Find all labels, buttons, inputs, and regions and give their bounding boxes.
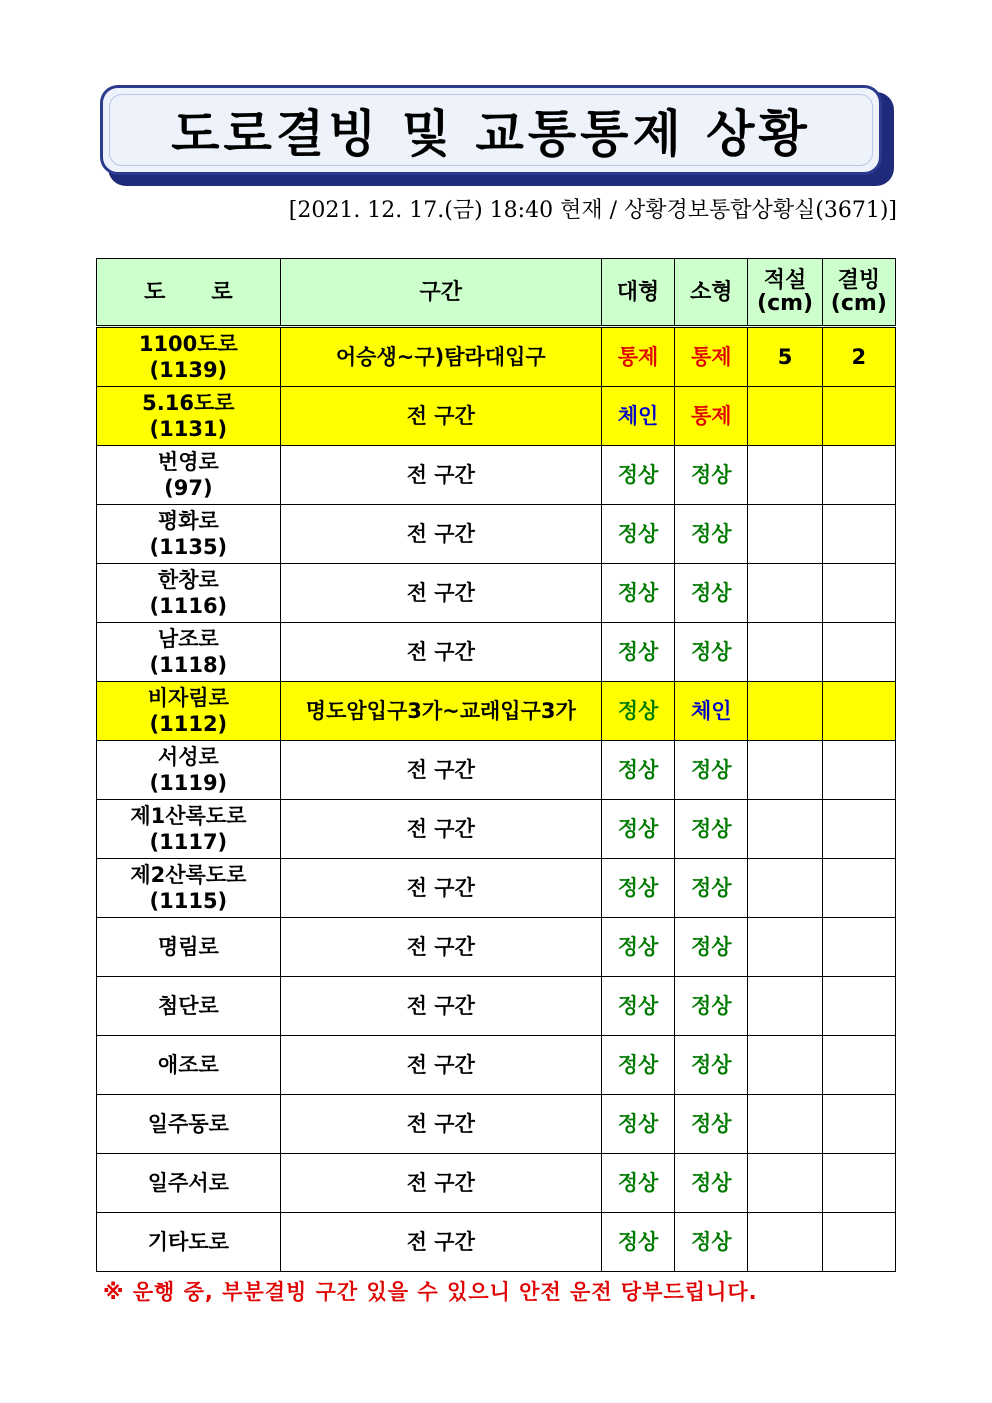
road-number: (1135) [149,535,228,559]
section-cell: 전 구간 [280,1213,601,1272]
road-cell [97,1213,281,1272]
ice-depth-cell [822,859,895,918]
small-vehicle-status: 체인 [675,682,748,741]
ice-depth-cell [822,800,895,859]
large-vehicle-status: 정상 [601,564,674,623]
snow-depth-cell [748,446,822,505]
table-row [97,859,896,918]
ice-depth-cell [822,564,895,623]
snow-depth-cell [748,859,822,918]
small-vehicle-status: 통제 [675,387,748,446]
road-number: (1117) [149,830,228,854]
header-snow-depth [748,259,822,327]
road-number: (97) [164,476,213,500]
small-vehicle-status: 정상 [675,1154,748,1213]
road-number: (1139) [149,358,228,382]
small-vehicle-status: 정상 [675,1095,748,1154]
snow-depth-cell [748,564,822,623]
small-vehicle-status: 정상 [675,505,748,564]
large-vehicle-status: 체인 [601,387,674,446]
ice-depth-cell [822,1213,895,1272]
ice-depth-cell [822,1154,895,1213]
road-cell [97,682,281,741]
road-name: 애조로 [157,1053,219,1077]
road-name: 일주서로 [147,1171,229,1195]
small-vehicle-status: 정상 [675,741,748,800]
snow-depth-cell [748,682,822,741]
road-cell [97,741,281,800]
snow-depth-cell [748,505,822,564]
large-vehicle-status: 정상 [601,918,674,977]
road-cell [97,800,281,859]
large-vehicle-status: 정상 [601,1036,674,1095]
large-vehicle-status: 정상 [601,1154,674,1213]
road-number: (1112) [149,712,228,736]
large-vehicle-status: 통제 [601,327,674,387]
ice-depth-cell [822,1095,895,1154]
table-row [97,1095,896,1154]
road-cell [97,505,281,564]
section-cell: 전 구간 [280,564,601,623]
table-row [97,682,896,741]
road-cell [97,387,281,446]
road-cell [97,1154,281,1213]
snow-depth-cell: 5 [748,327,822,387]
ice-depth-cell [822,682,895,741]
section-cell: 전 구간 [280,387,601,446]
small-vehicle-status: 정상 [675,623,748,682]
table-row [97,327,896,387]
section-cell: 전 구간 [280,1095,601,1154]
road-number: (1118) [149,653,228,677]
section-cell: 전 구간 [280,918,601,977]
large-vehicle-status: 정상 [601,623,674,682]
table-row [97,977,896,1036]
table-row [97,1036,896,1095]
table-row [97,741,896,800]
large-vehicle-status: 정상 [601,800,674,859]
road-cell [97,977,281,1036]
road-cell [97,623,281,682]
table-row [97,623,896,682]
table-row [97,1213,896,1272]
ice-depth-cell [822,505,895,564]
road-name: 첨단로 [157,994,219,1018]
header-large-vehicle: 대형 [601,259,674,327]
ice-depth-cell: 2 [822,327,895,387]
road-name: 비자림로 [147,686,229,710]
road-number: (1119) [149,771,228,795]
road-name: 제2산록도로 [130,863,247,887]
small-vehicle-status: 정상 [675,859,748,918]
snow-depth-cell [748,977,822,1036]
header-section: 구간 [280,259,601,327]
small-vehicle-status: 정상 [675,564,748,623]
road-number: (1116) [149,594,228,618]
road-name: 한창로 [157,568,219,592]
snow-depth-cell [748,800,822,859]
large-vehicle-status: 정상 [601,977,674,1036]
road-cell [97,918,281,977]
section-cell: 전 구간 [280,741,601,800]
snow-depth-cell [748,1154,822,1213]
large-vehicle-status: 정상 [601,741,674,800]
section-cell: 전 구간 [280,859,601,918]
large-vehicle-status: 정상 [601,1213,674,1272]
small-vehicle-status: 정상 [675,446,748,505]
page-title: 도로결빙 및 교통통제 상황 [171,105,811,163]
section-cell: 전 구간 [280,1154,601,1213]
ice-depth-cell [822,446,895,505]
small-vehicle-status: 통제 [675,327,748,387]
large-vehicle-status: 정상 [601,505,674,564]
large-vehicle-status: 정상 [601,859,674,918]
table-body [97,327,896,1272]
ice-depth-cell [822,918,895,977]
snow-depth-cell [748,623,822,682]
ice-depth-cell [822,387,895,446]
table-row [97,1154,896,1213]
snow-depth-cell [748,918,822,977]
header-small-vehicle: 소형 [675,259,748,327]
section-cell: 전 구간 [280,1036,601,1095]
road-name: 제1산록도로 [130,804,247,828]
small-vehicle-status: 정상 [675,800,748,859]
table-row [97,918,896,977]
section-cell: 명도암입구3가~교래입구3가 [280,682,601,741]
table-row [97,505,896,564]
road-cell [97,1095,281,1154]
large-vehicle-status: 정상 [601,1095,674,1154]
road-name: 기타도로 [147,1230,229,1254]
road-name: 명림로 [157,935,219,959]
table-header-row [97,259,896,327]
road-cell [97,1036,281,1095]
snow-depth-cell [748,1036,822,1095]
snow-depth-cell [748,387,822,446]
ice-depth-cell [822,977,895,1036]
header-ice-label: 결빙 [837,268,881,293]
ice-depth-cell [822,623,895,682]
large-vehicle-status: 정상 [601,682,674,741]
ice-depth-cell [822,741,895,800]
road-name: 평화로 [157,509,219,533]
section-cell: 어승생~구)탐라대입구 [280,327,601,387]
section-cell: 전 구간 [280,505,601,564]
road-status-table [96,258,896,1272]
ice-depth-cell [822,1036,895,1095]
table-row [97,387,896,446]
road-name: 1100도로 [138,332,238,356]
small-vehicle-status: 정상 [675,1213,748,1272]
road-name: 번영로 [157,450,219,474]
large-vehicle-status: 정상 [601,446,674,505]
header-ice-depth [822,259,895,327]
table-row [97,800,896,859]
section-cell: 전 구간 [280,623,601,682]
header-snow-label: 적설 [763,268,807,293]
road-name: 남조로 [157,627,219,651]
table-row [97,446,896,505]
snow-depth-cell [748,1213,822,1272]
section-cell: 전 구간 [280,446,601,505]
table-row [97,564,896,623]
snow-depth-cell [748,1095,822,1154]
section-cell: 전 구간 [280,977,601,1036]
section-cell: 전 구간 [280,800,601,859]
small-vehicle-status: 정상 [675,977,748,1036]
road-number: (1115) [149,889,228,913]
road-cell [97,859,281,918]
road-name: 5.16도로 [142,391,235,415]
header-road: 도 로 [97,259,281,327]
small-vehicle-status: 정상 [675,918,748,977]
report-timestamp: [2021. 12. 17.(금) 18:40 현재 / 상황경보통합상황실(3671)] [288,198,897,223]
road-name: 서성로 [157,745,219,769]
small-vehicle-status: 정상 [675,1036,748,1095]
road-cell [97,446,281,505]
header-snow-unit: (cm) [757,291,814,316]
header-ice-unit: (cm) [830,291,887,316]
road-cell [97,564,281,623]
snow-depth-cell [748,741,822,800]
title-banner [100,85,882,175]
road-number: (1131) [149,417,228,441]
safety-notice: ※ 운행 중, 부분결빙 구간 있을 수 있으니 안전 운전 당부드립니다. [103,1280,758,1304]
road-cell [97,327,281,387]
road-name: 일주동로 [147,1112,229,1136]
